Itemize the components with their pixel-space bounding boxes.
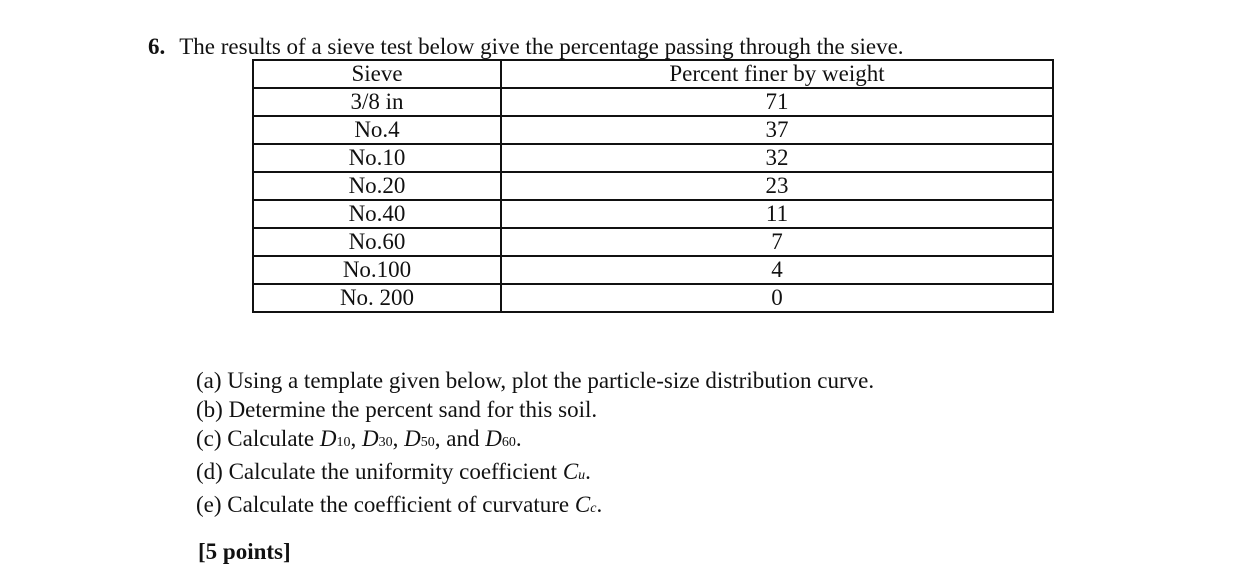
sieve-cell: No. 200 [253,284,501,312]
table-row [253,88,1053,116]
part-c: (c) Calculate D10, D30, D50, and D60. [196,426,522,451]
sieve-cell: No.20 [253,172,501,200]
percent-cell: 0 [501,284,1053,312]
percent-cell: 7 [501,228,1053,256]
sieve-cell: No.100 [253,256,501,284]
sieve-cell: No.60 [253,228,501,256]
part-d: (d) Calculate the uniformity coefficient Cu. [196,459,591,484]
cc-subscript: c [590,501,597,516]
header-percent-finer: Percent finer by weight [501,60,1053,88]
percent-cell: 37 [501,116,1053,144]
table-row [253,116,1053,144]
cu-symbol: C [562,459,579,484]
sieve-cell: 3/8 in [253,88,501,116]
points-label: [5 points] [198,539,291,564]
part-b: (b) Determine the percent sand for this soil. [196,397,598,422]
table-row [253,144,1053,172]
d10-symbol: D [319,426,337,451]
table-row [253,172,1053,200]
question-text: The results of a sieve test below give the percentage passing through the sieve. [179,34,904,59]
sieve-cell: No.4 [253,116,501,144]
table-row [253,200,1053,228]
sieve-table [252,59,1054,313]
d10-subscript: 10 [336,435,351,450]
percent-cell: 23 [501,172,1053,200]
cc-symbol: C [574,492,591,517]
part-a: (a) Using a template given below, plot the particle-size distribution curve. [196,368,875,393]
d60-subscript: 60 [501,435,516,450]
part-d-prefix: (d) Calculate the uniformity coefficient [196,459,563,484]
question-header [148,33,904,61]
d50-symbol: D [404,426,421,451]
percent-cell: 4 [501,256,1053,284]
part-e: (e) Calculate the coefficient of curvature Cc. [196,492,603,517]
d50-subscript: 50 [420,435,435,450]
d30-symbol: D [362,426,379,451]
table-row [253,256,1053,284]
cu-subscript: u [578,468,586,483]
d60-symbol: D [485,426,502,451]
question-parts [196,366,874,523]
sieve-cell: No.40 [253,200,501,228]
table-row [253,284,1053,312]
table-header-row [253,60,1053,88]
percent-cell: 71 [501,88,1053,116]
header-sieve: Sieve [253,60,501,88]
d30-subscript: 30 [378,435,393,450]
part-c-prefix: (c) Calculate [196,426,320,451]
question-number: 6. [148,34,166,59]
and-word: and [446,426,480,451]
table-row [253,228,1053,256]
part-e-prefix: (e) Calculate the coefficient of curvature [196,492,575,517]
sieve-cell: No.10 [253,144,501,172]
percent-cell: 11 [501,200,1053,228]
percent-cell: 32 [501,144,1053,172]
